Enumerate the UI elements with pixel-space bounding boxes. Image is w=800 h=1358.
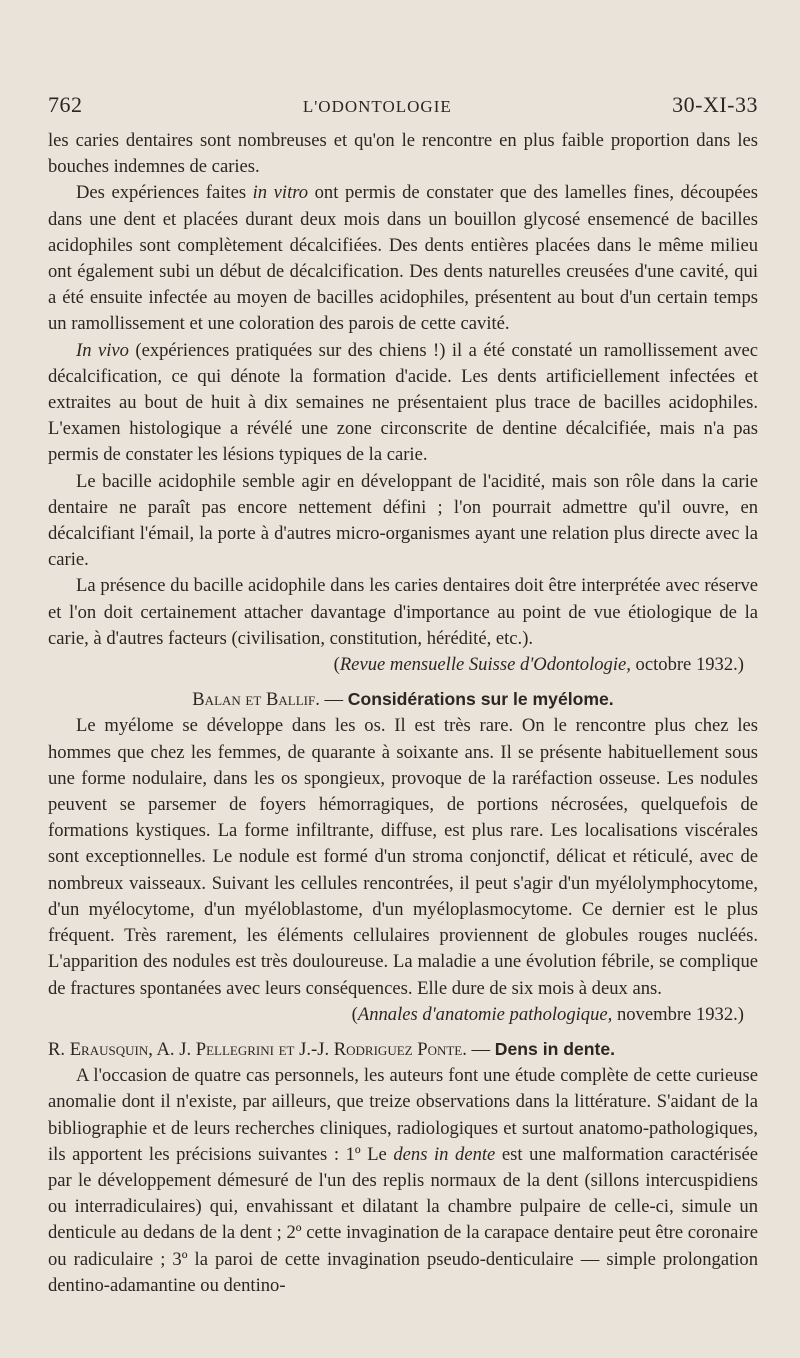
- italic-term: In vivo: [76, 339, 129, 361]
- citation: (Annales d'anatomie pathologique, novembre 1932.): [351, 1003, 744, 1025]
- italic-term: dens in dente: [393, 1143, 496, 1165]
- italic-term: in vitro: [252, 182, 309, 204]
- paragraph: A l'occasion de quatre cas personnels, les auteurs font une étude complète de cette curieuse anomalie dont il n'existe, par ailleurs, que treize observations dans la littérature. S'aidant de la bibliographie et de leurs recherches cliniques, radiologiques et surtout anatomo-pathologiques, ils apportent les précisions suivantes : 1º Le dens in dente est une malformation caractérisée par le développement démesuré de l'un des replis normaux de la dent (sillons intercuspidiens ou interradiculaires) qui, envahissant et dilatant la chambre pulpaire de celle-ci, simule un denticule au dedans de la dent ; 2º cette invagination de la carapace dentaire peut être coronaire ou radiculaire ; 3º la paroi de cette invagination pseudo-denticulaire — simple prolongation dentino-adamantine ou dentino-: [48, 1065, 758, 1296]
- journal-title: L'ODONTOLOGIE: [302, 97, 452, 116]
- paragraph: Le myélome se développe dans les os. Il est très rare. On le rencontre plus chez les hommes que chez les femmes, de quarante à soixante ans. Il se présente habituellement sous une forme nodulaire, dans les os spongieux, provoque de la raréfaction osseuse. Les nodules peuvent se parsemer de foyers hémorragiques, de portions nécrosées, quelquefois de formations kystiques. La forme infiltrante, diffuse, est plus rare. Les localisations viscérales sont exceptionnelles. Le nodule est formé d'un stroma conjonctif, délicat et réticulé, avec de nombreux vaisseaux. Suivant les cellules rencontrées, il peut s'agir d'un myélolymphocytome, d'un myélocytome, d'un myéloblastome, d'un myéloplasmocytome. Ce dernier est le plus fréquent. Très rarement, les éléments cellulaires proviennent de globules rouges nucléés. L'apparition des nodules est très douloureuse. La maladie a une évolution fébrile, se complique de fractures spontanées avec leurs conséquences. Elle dure de six mois à deux ans.: [48, 715, 758, 999]
- article-title: Dens in dente.: [494, 1038, 616, 1059]
- paragraph: les caries dentaires sont nombreuses et qu'on le rencontre en plus faible proportion dans les bouches indemnes de caries.: [48, 130, 758, 178]
- article-heading: R. Erausquin, A. J. Pellegrini et J.-J. Rodriguez Ponte. — Dens in dente.: [48, 1038, 616, 1060]
- article-heading: Balan et Ballif. — Considérations sur le myélome.: [192, 689, 614, 711]
- page-number: 762: [48, 92, 83, 117]
- article-title: Considérations sur le myélome.: [347, 689, 614, 710]
- authors: Balan et Ballif.: [192, 689, 320, 711]
- issue-date: 30-XI-33: [672, 92, 758, 117]
- citation: (Revue mensuelle Suisse d'Odontologie, octobre 1932.): [333, 654, 744, 676]
- paragraph: Des expériences faites in vitro ont permis de constater que des lamelles fines, découpées dans une dent et placées durant deux mois dans un bouillon glycosé ensemencé de bacilles acidophiles sont complètement décalcifiées. Des dents entières placées dans le même milieu ont également subi un début de décalcification. Des dents naturelles creusées d'une cavité, qui a été ensuite infectée au moyen de bacilles acidophiles, présentent au bout d'un certain temps un ramollissement et une coloration des parois de cette cavité.: [48, 182, 758, 335]
- running-header: [48, 92, 758, 118]
- paragraph: In vivo (expériences pratiquées sur des chiens !) il a été constaté un ramollissement avec décalcification, ce qui dénote la formation d'acide. Les dents artificiellement infectées et extraites au bout de huit à dix semaines ne présentaient plus trace de bacilles acidophiles. L'examen histologique a révélé une zone circonscrite de dentine décalcifiée, mais n'a pas permis de constater les lésions typiques de la carie.: [48, 339, 759, 466]
- authors: R. Erausquin, A. J. Pellegrini et J.-J. Rodriguez Ponte.: [48, 1038, 467, 1060]
- paragraph: La présence du bacille acidophile dans les caries dentaires doit être interprétée avec réserve et l'on doit certainement attacher davantage d'importance au point de vue étiologique de la carie, à d'autres facteurs (civilisation, constitution, hérédité, etc.).: [48, 575, 758, 649]
- paragraph: Le bacille acidophile semble agir en développant de l'acidité, mais son rôle dans la carie dentaire ne paraît pas encore nettement défini ; l'on pourrait admettre qu'il ouvre, en décalcifiant l'émail, la porte à d'autres micro-organismes ayant une relation plus directe avec la carie.: [48, 470, 758, 571]
